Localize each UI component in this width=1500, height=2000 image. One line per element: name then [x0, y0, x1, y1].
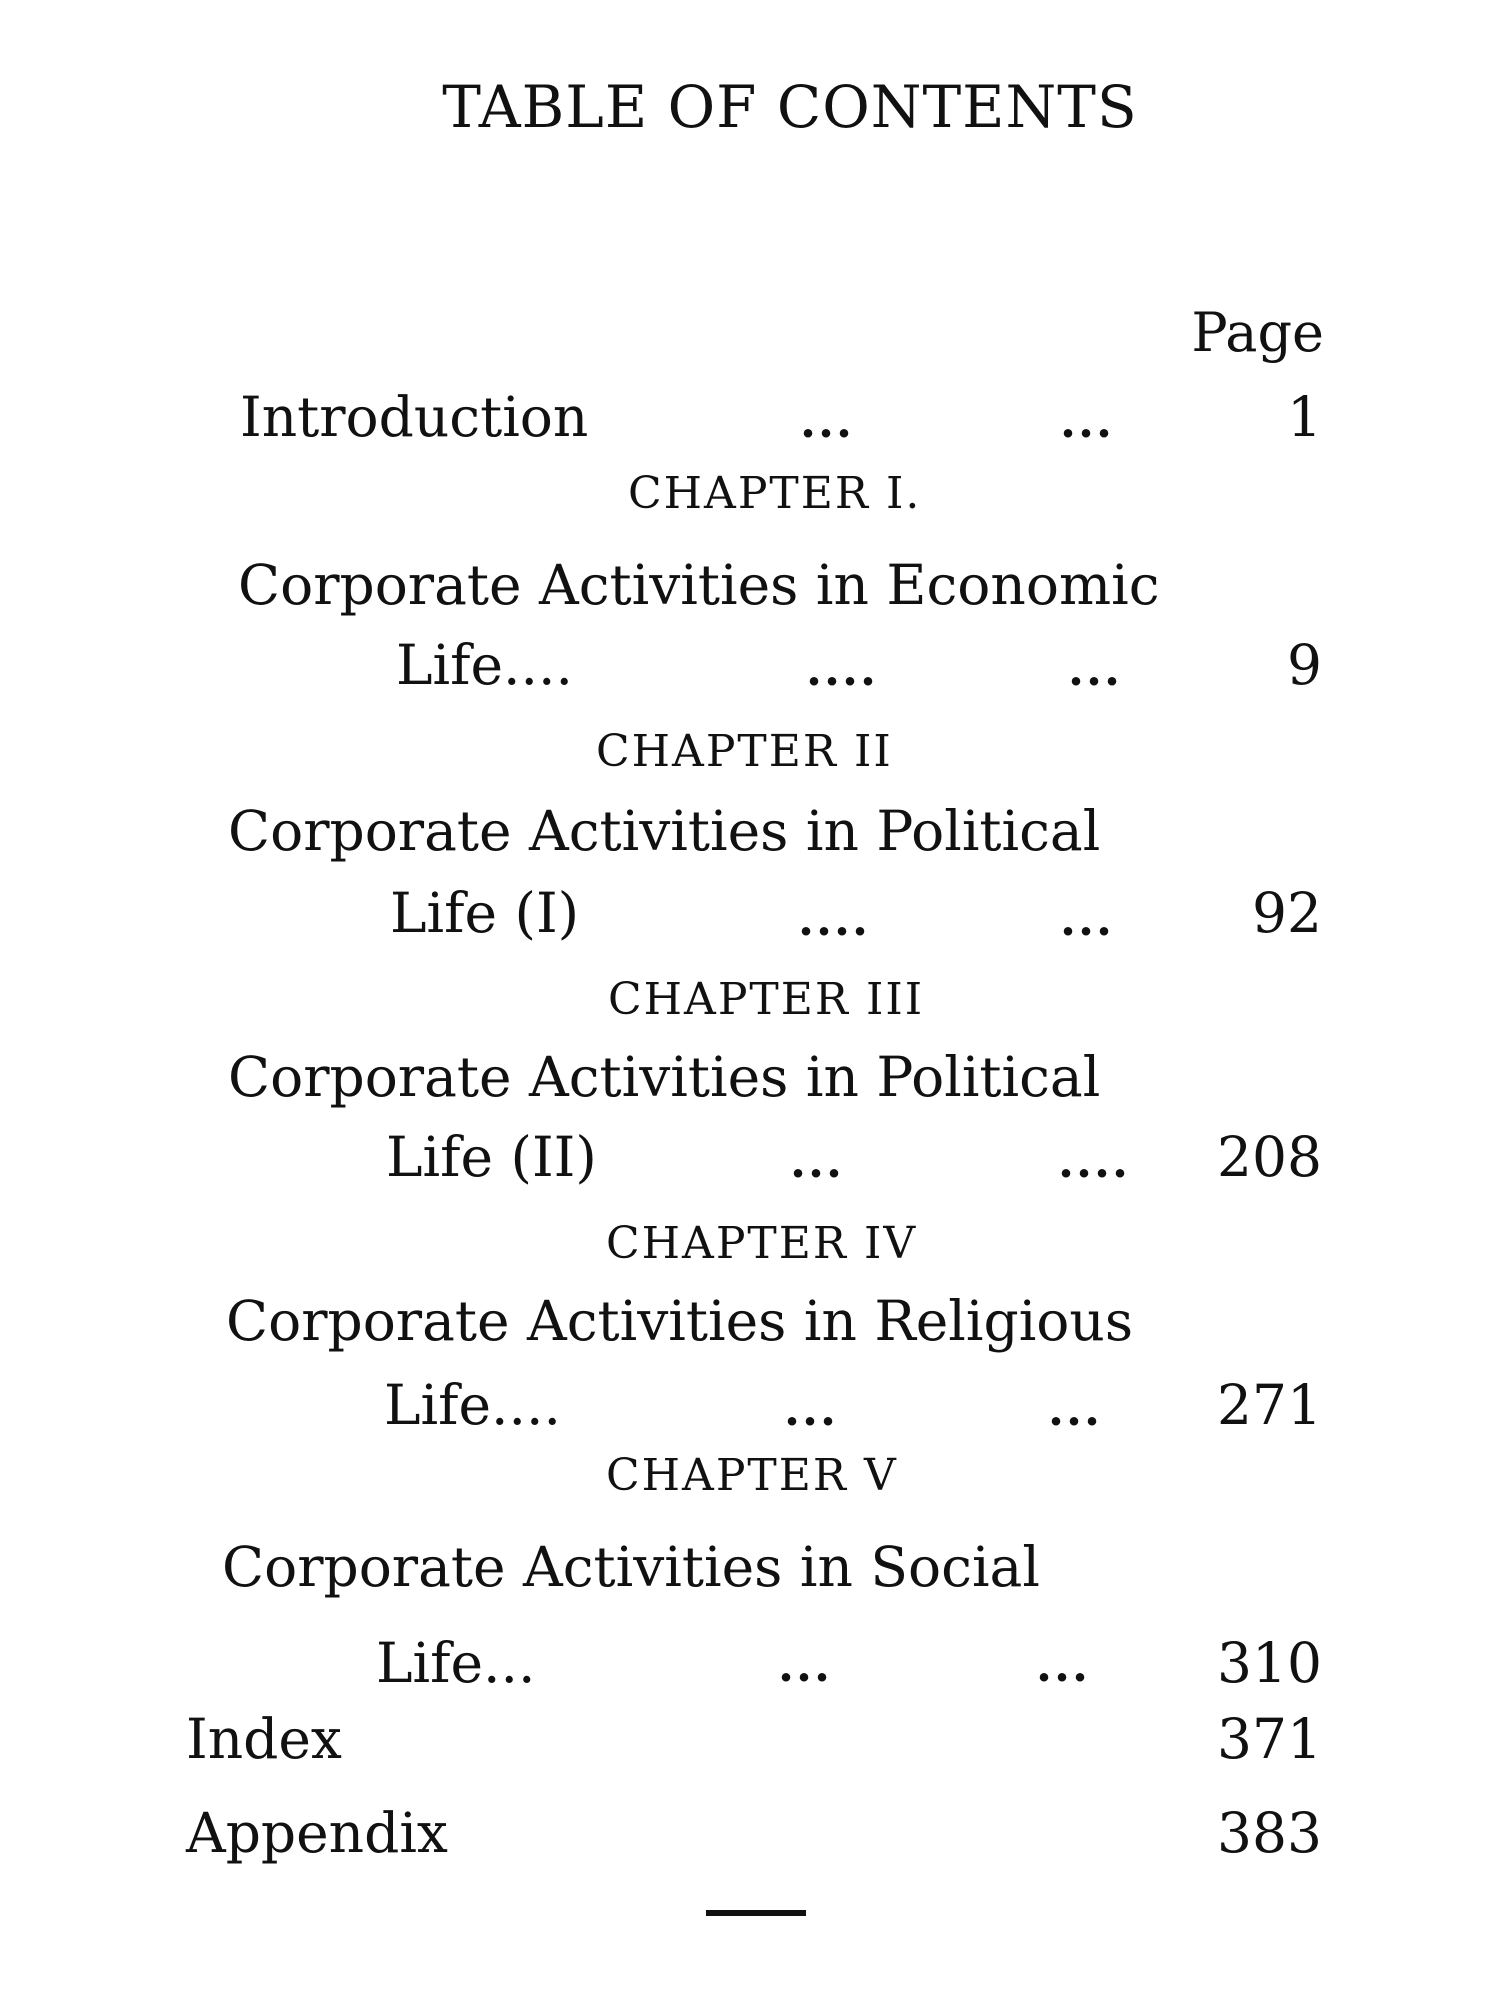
index-page-number: 371	[1217, 1707, 1322, 1771]
chapter-1-title-line1: Corporate Activities in Economic	[238, 553, 1160, 617]
chapter-4-page-number: 271	[1217, 1373, 1322, 1437]
chapter-5-heading: CHAPTER V	[606, 1450, 898, 1501]
chapter-2-leader-dots-1: ....	[798, 892, 871, 946]
page-column-header: Page	[1191, 301, 1324, 364]
chapter-5-title-line2: Life...	[376, 1631, 536, 1695]
chapter-1-title-line2: Life....	[396, 633, 573, 697]
chapter-3-leader-dots-1: ...	[790, 1134, 845, 1188]
chapter-1-leader-dots-1: ....	[806, 642, 879, 696]
chapter-1-leader-dots-2: ...	[1068, 642, 1123, 696]
introduction-leader-dots-2: ...	[1060, 394, 1115, 448]
introduction-leader-dots-1: ...	[800, 394, 855, 448]
chapter-4-title-line1: Corporate Activities in Religious	[226, 1289, 1134, 1353]
chapter-2-heading: CHAPTER II	[596, 726, 893, 777]
chapter-3-page-number: 208	[1217, 1125, 1322, 1189]
chapter-5-page-number: 310	[1217, 1631, 1322, 1695]
chapter-1-page-number: 9	[1287, 633, 1322, 697]
chapter-2-title-line1: Corporate Activities in Political	[228, 799, 1101, 863]
appendix-page-number: 383	[1217, 1801, 1322, 1865]
chapter-2-title-line2: Life (I)	[390, 881, 580, 945]
chapter-3-leader-dots-2: ....	[1058, 1134, 1131, 1188]
chapter-4-leader-dots-1: ...	[784, 1382, 839, 1436]
chapter-5-title-line1: Corporate Activities in Social	[222, 1535, 1040, 1599]
page-title: TABLE OF CONTENTS	[442, 73, 1138, 141]
appendix-label: Appendix	[186, 1801, 448, 1865]
closing-rule	[706, 1910, 806, 1916]
chapter-4-leader-dots-2: ...	[1048, 1382, 1103, 1436]
chapter-5-leader-dots-1: ...	[778, 1638, 833, 1692]
chapter-3-title-line2: Life (II)	[386, 1125, 597, 1189]
introduction-label: Introduction	[240, 385, 589, 449]
chapter-2-leader-dots-2: ...	[1060, 892, 1115, 946]
chapter-2-page-number: 92	[1252, 881, 1322, 945]
chapter-4-title-line2: Life....	[384, 1373, 561, 1437]
chapter-5-leader-dots-2: ...	[1036, 1638, 1091, 1692]
index-label: Index	[186, 1707, 342, 1771]
chapter-3-title-line1: Corporate Activities in Political	[228, 1045, 1101, 1109]
chapter-4-heading: CHAPTER IV	[606, 1218, 918, 1269]
introduction-page-number: 1	[1287, 385, 1322, 449]
chapter-1-heading: CHAPTER I.	[628, 468, 922, 519]
chapter-3-heading: CHAPTER III	[608, 974, 925, 1025]
